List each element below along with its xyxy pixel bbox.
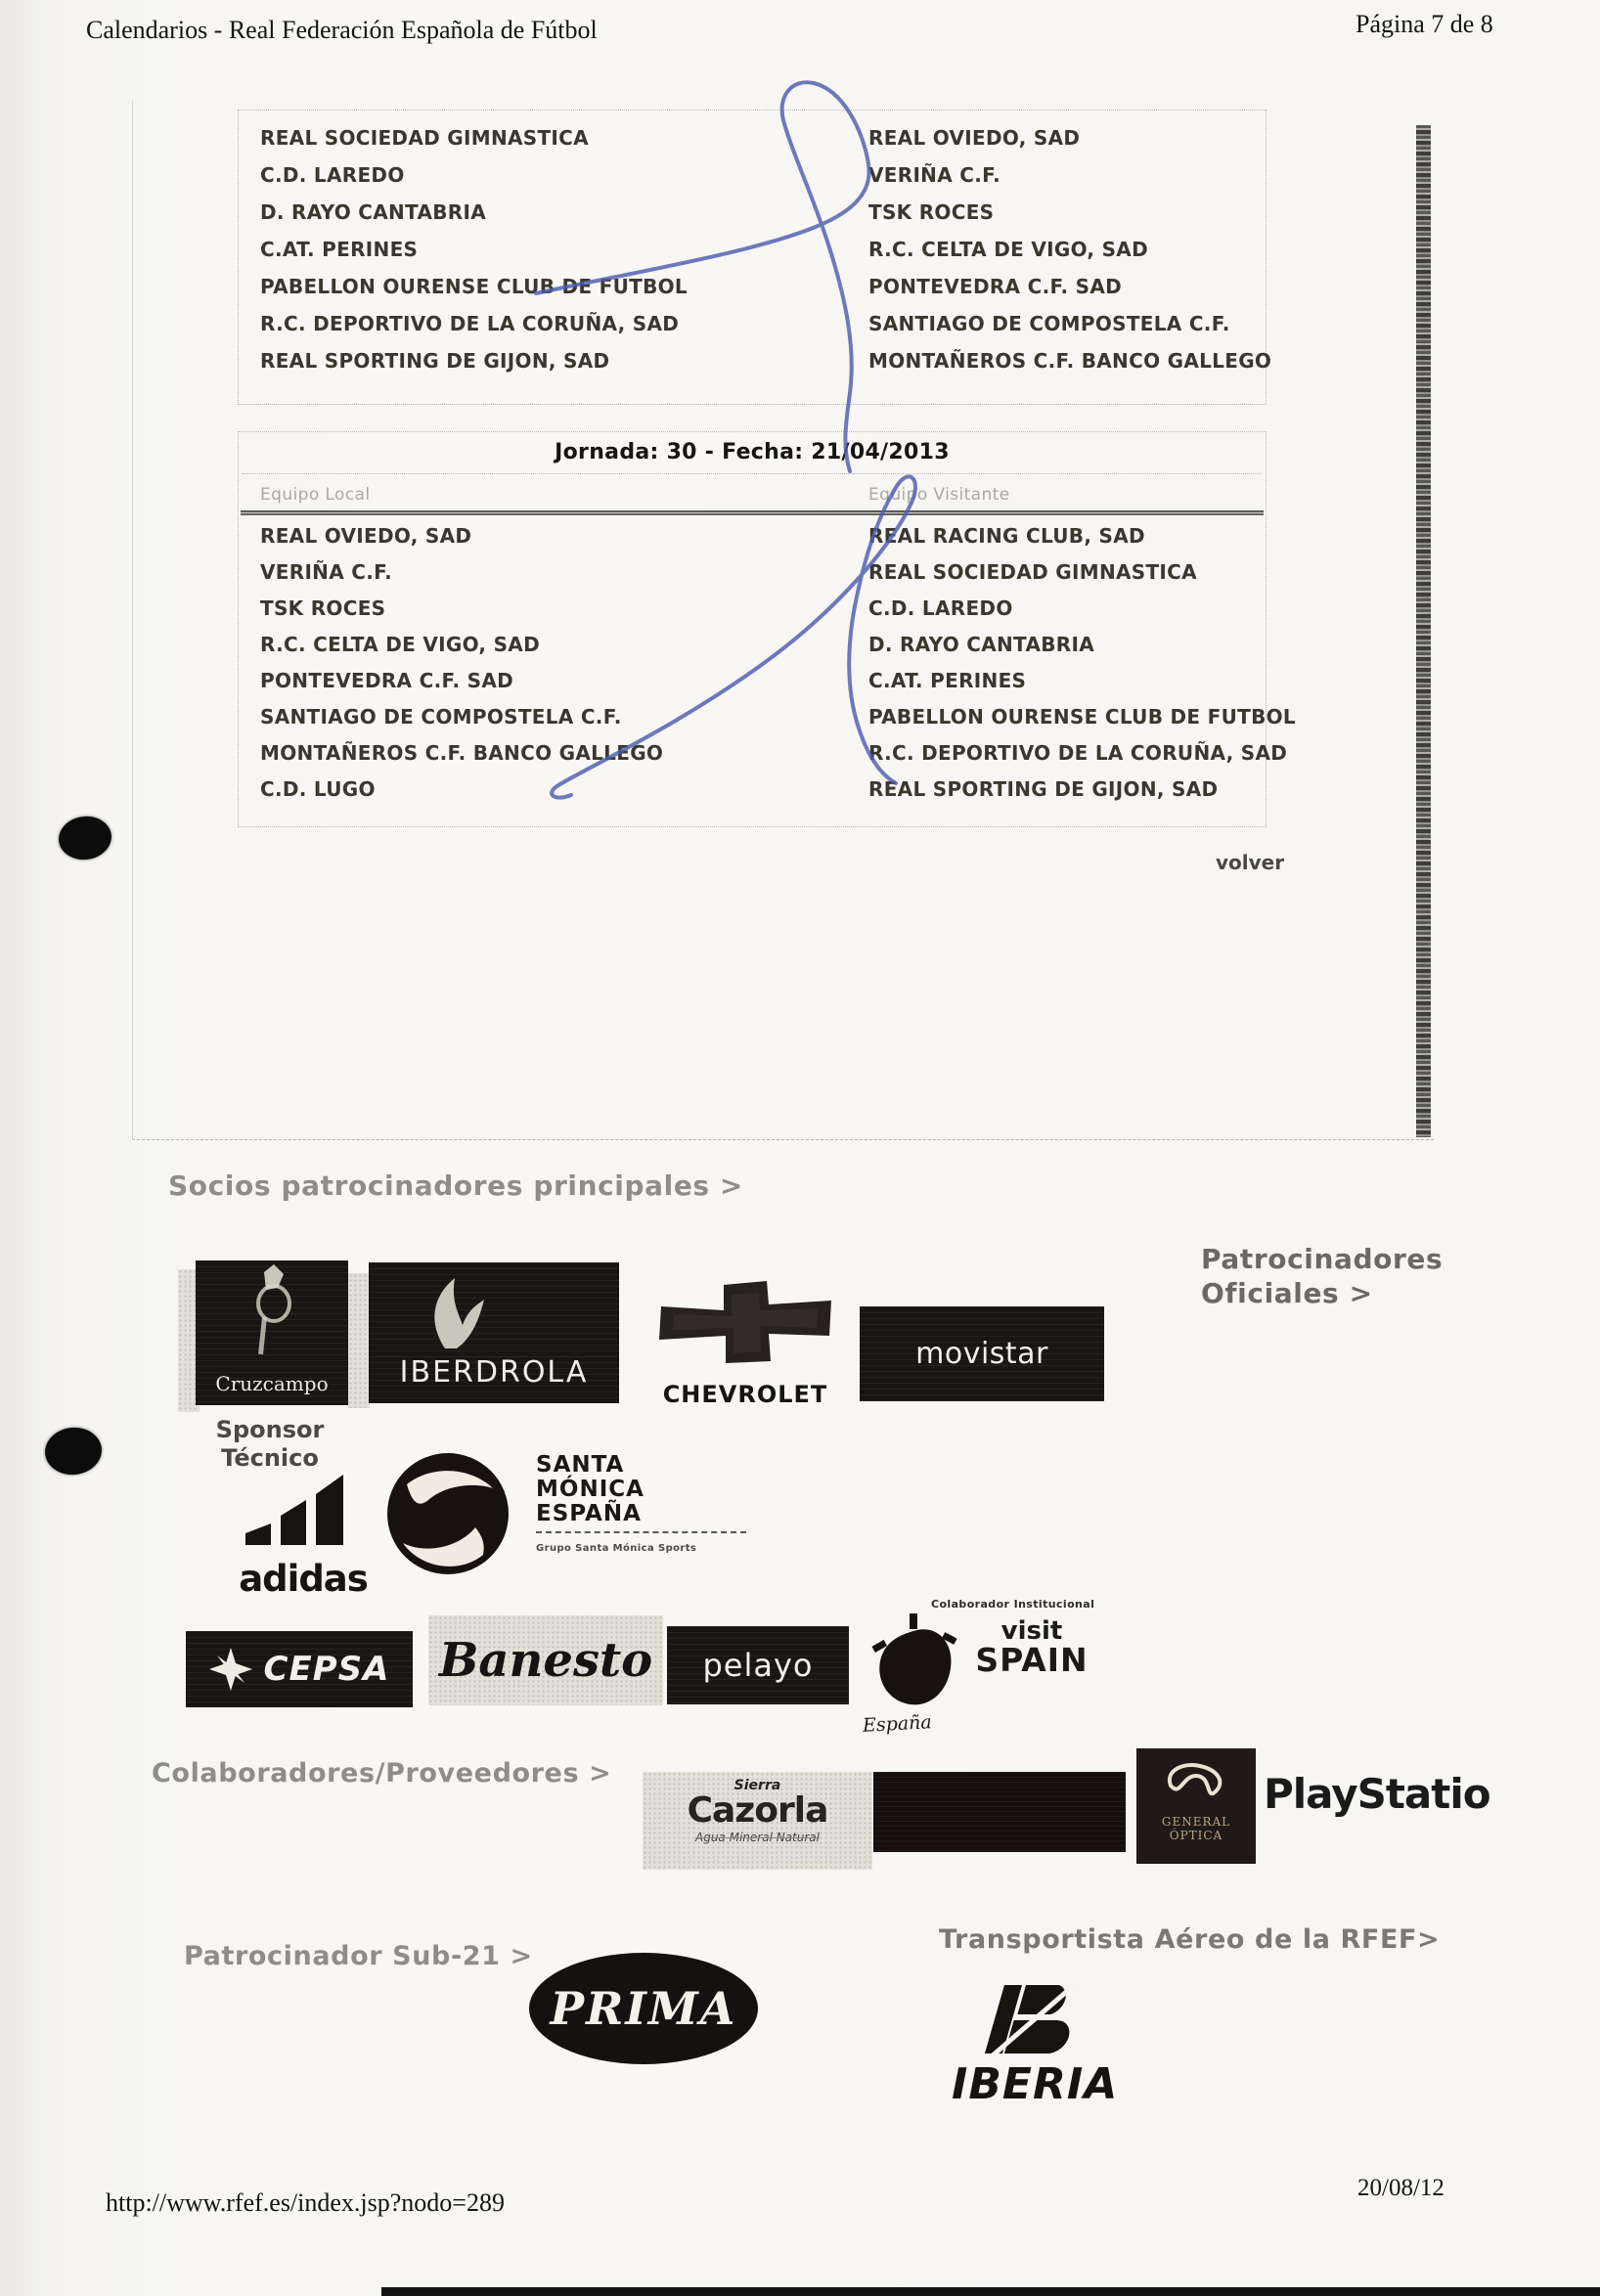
movistar-label: movistar [915,1337,1048,1371]
scan-speckle [348,1273,370,1408]
cruzcampo-label: Cruzcampo [215,1372,329,1395]
team-name: C.D. LUGO [260,777,376,801]
team-name: PONTEVEDRA C.F. SAD [868,275,1123,298]
visit-spain-line2: SPAIN [975,1641,1089,1679]
unreadable-sponsor-logo[interactable] [873,1772,1126,1852]
espana-miro-sun-icon[interactable] [865,1613,962,1716]
previous-visitante-column [868,128,1271,372]
cruzcampo-logo[interactable] [196,1260,348,1405]
adidas-label: adidas [239,1558,368,1600]
previous-local-column [260,128,688,372]
page-indicator: Página 7 de 8 [1356,10,1493,38]
sponsor-tecnico-label: Sponsor Técnico [215,1416,325,1472]
iberdrola-logo[interactable] [369,1262,619,1403]
cepsa-logo[interactable] [186,1631,413,1707]
cepsa-label: CEPSA [263,1650,390,1689]
column-header-visitante: Equipo Visitante [868,485,1010,505]
iberia-label: IBERIA [952,2059,1119,2109]
patrocinadores-oficiales-line2: Oficiales > [1201,1277,1373,1309]
fixture-table-previous [238,110,1272,405]
chevrolet-logo[interactable] [649,1271,841,1410]
general-optica-logo[interactable] [1136,1748,1256,1864]
team-name: SANTIAGO DE COMPOSTELA C.F. [868,312,1230,335]
general-optica-line1: GENERAL [1161,1815,1231,1829]
cazorla-subtitle: Agua Mineral Natural [695,1831,820,1844]
espana-script-label: España [862,1711,933,1737]
dotted-separator [243,473,1262,474]
prima-label: PRIMA [550,1982,737,2035]
colaboradores-proveedores-heading[interactable]: Colaboradores/Proveedores > [152,1758,612,1788]
banesto-label: Banesto [438,1633,653,1688]
jornada-visitante-column [868,526,1296,800]
prima-logo[interactable] [529,1953,758,2064]
santa-monica-divider [536,1531,746,1533]
team-name: C.AT. PERINES [868,669,1027,692]
patrocinador-sub21-heading[interactable]: Patrocinador Sub-21 > [184,1941,533,1971]
team-name: R.C. DEPORTIVO DE LA CORUÑA, SAD [260,312,680,335]
movistar-logo[interactable] [860,1306,1104,1401]
team-name: MONTAÑEROS C.F. BANCO GALLEGO [868,349,1272,373]
team-name: REAL SOCIEDAD GIMNASTICA [868,560,1197,584]
cazorla-sierra-label: Sierra [733,1778,781,1793]
socios-patrocinadores-heading[interactable]: Socios patrocinadores principales > [168,1170,744,1202]
hole-punch-mark [43,1425,105,1478]
patrocinadores-oficiales-heading[interactable] [1201,1242,1443,1310]
team-name: C.AT. PERINES [260,238,419,261]
chevrolet-label: CHEVROLET [662,1381,828,1408]
visit-spain-line1: visit [1000,1616,1063,1646]
cazorla-label: Cazorla [687,1790,828,1831]
fixture-table-jornada-30 [238,431,1296,827]
playstation-logo[interactable]: PlayStatio [1264,1770,1490,1818]
team-name: REAL OVIEDO, SAD [868,126,1081,150]
team-name: D. RAYO CANTABRIA [260,200,486,224]
team-name: REAL RACING CLUB, SAD [868,524,1145,548]
iberdrola-flame-icon [369,1262,619,1352]
santa-monica-logo[interactable] [536,1453,746,1561]
document-title: Calendarios - Real Federación Española de Fútbol [86,16,598,44]
iberia-mark-icon [963,1985,1090,2057]
cazorla-logo[interactable] [643,1772,872,1870]
colaborador-institucional-label: Colaborador Institucional [931,1598,1095,1611]
general-optica-line2: ÓPTICA [1169,1829,1223,1842]
team-name: PABELLON OURENSE CLUB DE FUTBOL [260,275,688,298]
team-name: R.C. CELTA DE VIGO, SAD [868,238,1148,261]
team-name: TSK ROCES [868,200,995,224]
team-name: VERIÑA C.F. [260,560,393,584]
scan-edge-strip [381,2287,1600,2296]
team-name: PABELLON OURENSE CLUB DE FUTBOL [868,705,1296,729]
santa-monica-line3: ESPAÑA [536,1501,642,1526]
cepsa-star-icon [209,1648,252,1691]
header-separator [241,510,1264,516]
column-header-local: Equipo Local [260,485,371,505]
general-optica-glasses-icon [1157,1756,1235,1811]
santa-monica-line2: MÓNICA [536,1477,644,1502]
team-name: REAL SOCIEDAD GIMNASTICA [260,126,589,150]
team-name: REAL SPORTING DE GIJON, SAD [260,349,610,373]
team-name: R.C. CELTA DE VIGO, SAD [260,633,540,656]
team-name: REAL OVIEDO, SAD [260,524,472,548]
team-name: D. RAYO CANTABRIA [868,633,1094,656]
visit-spain-logo[interactable] [973,1618,1090,1677]
team-name: R.C. DEPORTIVO DE LA CORUÑA, SAD [868,741,1288,765]
santa-monica-small-text: Grupo Santa Mónica Sports [536,1543,697,1554]
pelayo-label: pelayo [702,1647,814,1684]
transportista-aereo-heading[interactable]: Transportista Aéreo de la RFEF> [939,1924,1441,1955]
jornada-title: Jornada: 30 - Fecha: 21/04/2013 [555,440,950,464]
team-name: C.D. LAREDO [868,596,1013,620]
iberdrola-label: IBERDROLA [399,1355,589,1390]
hole-punch-mark [56,813,114,862]
patrocinadores-oficiales-line1: Patrocinadores [1201,1243,1444,1275]
volver-link[interactable]: volver [1216,851,1285,874]
print-date: 20/08/12 [1357,2175,1444,2201]
cruzcampo-crest-icon [196,1260,348,1358]
santa-monica-globe-icon[interactable] [378,1445,519,1587]
jornada-local-column [260,526,663,800]
scan-binding-edge [1416,125,1431,1137]
source-url: http://www.rfef.es/index.jsp?nodo=289 [106,2188,505,2217]
banesto-logo[interactable] [428,1615,663,1705]
team-name: TSK ROCES [260,596,386,620]
team-name: PONTEVEDRA C.F. SAD [260,669,514,692]
team-name: MONTAÑEROS C.F. BANCO GALLEGO [260,741,664,765]
team-name: C.D. LAREDO [260,163,405,187]
team-name: REAL SPORTING DE GIJON, SAD [868,777,1219,801]
team-name: SANTIAGO DE COMPOSTELA C.F. [260,705,622,729]
adidas-stripes-icon [240,1471,367,1549]
santa-monica-line1: SANTA [536,1452,625,1478]
pelayo-logo[interactable] [667,1626,849,1704]
chevrolet-bowtie-icon [649,1271,841,1373]
team-name: VERIÑA C.F. [868,163,1001,187]
